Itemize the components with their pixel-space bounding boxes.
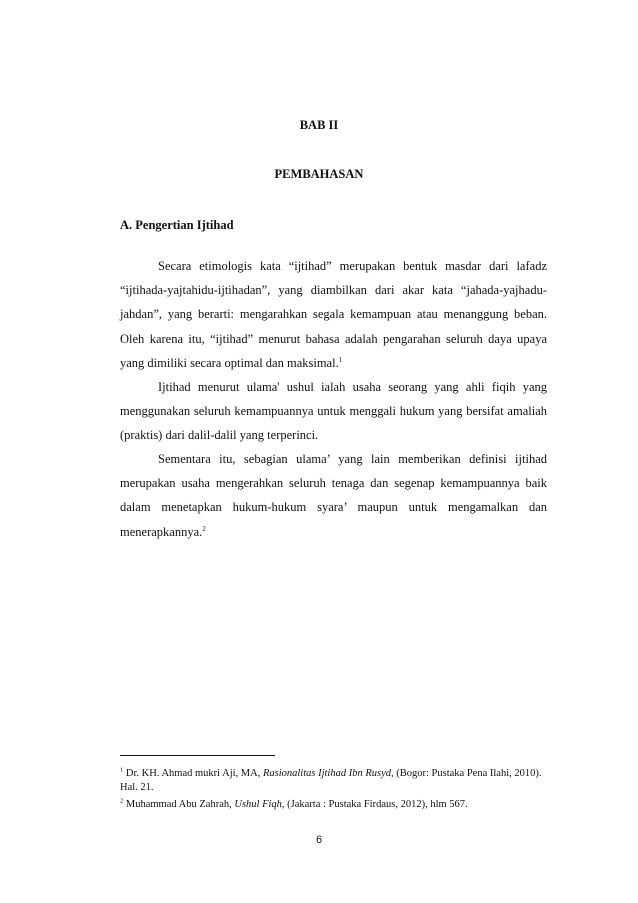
paragraph-1	[120, 254, 547, 375]
page-title: PEMBAHASAN	[274, 167, 364, 181]
paragraph-3-text: Sementara itu, sebagian ulama’ yang lain memberikan definisi ijtihad merupakan usaha mengerahkan seluruh tenaga dan segenap kemampuannya baik dalam menetapkan hukum-hukum syara’ maupun untuk mengamalkan dan menerapkannya.	[120, 452, 547, 539]
section-heading: A. Pengertian Ijtihad	[120, 218, 234, 232]
footnote-ref-2: 2	[202, 524, 206, 533]
footnote-2-publication: , (Jakarta : Pustaka Firdaus, 2012), hlm 567.	[281, 799, 468, 810]
paragraph-2	[120, 375, 547, 448]
paragraph-3	[120, 447, 547, 544]
footnote-ref-1: 1	[338, 355, 343, 364]
paragraph-2-text: Ijtihad menurut ulama' ushul ialah usaha seorang yang ahli fiqih yang menggunakan seluruh kemampuannya untuk menggali hukum yang bersifat amaliah (praktis) dari dalil-dalil yang terperinci.	[120, 380, 547, 443]
footnote-1-publication: , (Bogor: Pustaka Pena Ilahi, 2010). Hal. 21.	[120, 768, 542, 793]
chapter-heading: BAB II	[299, 118, 339, 132]
footnote-2-author: Muhammad Abu Zahrah,	[125, 799, 232, 810]
paragraph-1-text: Secara etimologis kata “ijtihad” merupakan bentuk masdar dari lafadz “ijtihada-yajtahidu-ijtihadan”, yang diambilkan dari akar kata “jahada-yajhadu-jahdan”, yang berarti: mengarahkan segala kemampuan atau menanggung beban. Oleh karena itu, “ijtihad” menurut bahasa adalah pengarahan seluruh daya upaya yang dimiliki secara optimal dan maksimal.	[120, 259, 547, 370]
footnote-2-number: 2	[120, 797, 124, 805]
footnote-1	[120, 767, 545, 795]
page-number: 6	[315, 834, 323, 846]
footnote-separator	[120, 755, 275, 756]
footnote-1-number: 1	[120, 766, 124, 774]
footnote-2-title: Ushul Fiqh	[234, 799, 282, 810]
footnote-1-title: Rasionalitas Ijtihad Ibn Rusyd	[262, 768, 392, 779]
footnote-1-author: Dr. KH. Ahmad mukri Aji, MA,	[125, 768, 261, 779]
footnote-2	[120, 798, 545, 812]
